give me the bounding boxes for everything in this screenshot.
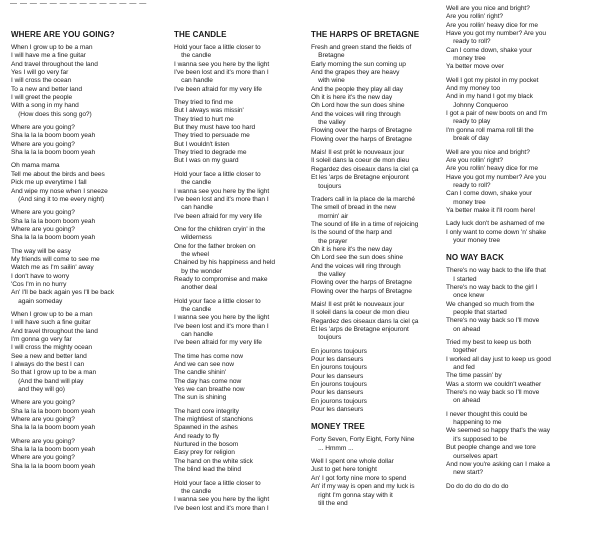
lyric-line: The hand on the white stick <box>174 457 253 465</box>
verse <box>174 353 312 403</box>
lyric-line: Ready to compromise and make <box>174 275 268 283</box>
lyric-line: Where are you going? <box>11 140 75 148</box>
lyric-line: And my money too <box>446 85 501 93</box>
lyric-line: toujours <box>311 334 342 342</box>
lyric-line: the candle <box>174 179 212 187</box>
lyric-line: The smell of bread in the new <box>311 204 397 212</box>
lyric-line: it's supposed to be <box>446 435 507 443</box>
lyric-line: Hold your face a little closer to <box>174 44 261 51</box>
lyric-line: 'Cos I'm in no hurry <box>11 280 67 288</box>
lyric-line: on ahead <box>446 325 481 333</box>
lyric-line: The candle shinin' <box>174 369 227 377</box>
lyric-line: I'm gonna roll mama roll till the <box>446 126 534 134</box>
lyric-line: I wanna see you here by the light <box>174 187 270 195</box>
lyric-line: Are you rollin' heavy dice for me <box>446 21 538 29</box>
lyric-line: the valley <box>311 119 346 127</box>
song-title: MONEY TREE <box>311 422 365 432</box>
lyric-line: Are you rollin' right? <box>446 13 503 21</box>
lyric-line: I've been lost and it's more than I <box>174 504 269 512</box>
lyric-line: Oh it is here it's the new day <box>311 245 393 253</box>
verse <box>174 99 312 166</box>
lyric-line: The mightiest of stanchions <box>174 416 253 424</box>
lyric-line: Fresh and green stand the fields of <box>311 44 412 51</box>
verse <box>11 248 149 306</box>
lyric-line: My friends will come to see me <box>11 255 100 263</box>
lyric-line: Ya better make it I'll room here! <box>446 206 536 214</box>
lyric-line: Well I spent one whole dollar <box>311 458 394 466</box>
lyric-line: Do do do do do do do <box>446 482 509 490</box>
lyric-line: En jourons toujours <box>311 347 367 355</box>
lyric-line: can handle <box>174 331 213 338</box>
lyric-line: Sha la la la boom boom yeah <box>11 407 96 415</box>
lyric-line: When I grow up to be a man <box>11 310 93 318</box>
lyric-line: I always do the best I can <box>11 361 85 369</box>
lyric-line: Nurtured in the bosom <box>174 441 239 449</box>
lyrics-section <box>311 422 449 508</box>
lyric-line: And the people they play all day <box>311 85 403 93</box>
lyric-line: by the wonder <box>174 267 222 275</box>
lyric-line: again someday <box>11 297 63 305</box>
lyric-line: the valley <box>311 270 346 278</box>
lyric-line: And travel throughout the land <box>11 60 98 68</box>
lyric-line: I will greet the people <box>11 94 73 102</box>
lyric-line: I've been afraid for my very life <box>174 339 262 347</box>
lyric-line: Flowing over the harps of Bretagne <box>311 279 412 287</box>
lyric-line: Pour les danseurs <box>311 356 364 364</box>
lyric-line: En jourons toujours <box>311 381 367 389</box>
lyric-line: Where are you going? <box>11 437 75 445</box>
lyric-line: on ahead <box>446 397 481 405</box>
lyric-line: and fed <box>446 364 475 372</box>
lyric-line: I don't have to worry <box>11 272 70 280</box>
lyric-line: Sha la la la boom boom yeah <box>11 149 96 157</box>
lyric-line: Where are you going? <box>11 454 75 462</box>
lyric-line: people that started <box>446 309 507 316</box>
lyric-line: Forty Seven, Forty Eight, Forty Nine <box>311 436 415 444</box>
verse <box>11 44 149 119</box>
lyric-line: To a new and better land <box>11 85 83 93</box>
lyric-line: I wanna see you here by the light <box>174 496 270 504</box>
lyric-line: new start? <box>446 469 484 477</box>
lyric-line: There's no way back so I'll move <box>446 389 540 397</box>
lyric-line: There's no way back to the life that <box>446 267 546 275</box>
lyric-line: I've been lost and it's more than I <box>174 195 269 203</box>
lyric-line: Sha la la la boom boom yeah <box>11 446 96 454</box>
lyric-line: Flowing over the harps of Bretagne <box>311 287 412 295</box>
lyric-line: and they will go) <box>11 386 65 394</box>
lyric-line: And the grapes they are heavy <box>311 69 400 77</box>
verse <box>311 348 449 415</box>
lyric-line: Hold your face a little closer to <box>174 297 261 305</box>
lyric-line: Sha la la la boom boom yeah <box>11 217 96 225</box>
column-1 <box>11 30 149 476</box>
lyric-line: See a new and better land <box>11 352 87 360</box>
lyrics-section <box>446 253 596 491</box>
song-title: THE CANDLE <box>174 30 227 39</box>
lyric-line: I worked all day just to keep us good <box>446 355 551 363</box>
lyric-line: But people change and we tore <box>446 444 536 452</box>
lyric-line: ourselves apart <box>446 452 498 460</box>
lyric-line: (How does this song go?) <box>11 110 92 118</box>
lyrics-section <box>311 30 449 414</box>
lyric-line: happening to me <box>446 419 502 427</box>
column-3 <box>311 30 449 513</box>
lyric-line: The way will be easy <box>11 247 71 255</box>
lyric-line: ready to roll? <box>446 38 491 46</box>
verse <box>311 149 449 191</box>
lyric-line: the candle <box>174 52 212 60</box>
lyric-line: And ready to fly <box>174 432 220 440</box>
verse <box>174 226 312 293</box>
lyric-line: And travel throughout the land <box>11 327 98 335</box>
lyric-line: Johnny Conqueroo <box>446 101 509 109</box>
lyric-line: your money tree <box>446 236 501 244</box>
lyric-line: Where are you going? <box>11 399 75 407</box>
lyric-line: Flowing over the harps of Bretagne <box>311 127 412 135</box>
lyric-line: Sha la la la boom boom yeah <box>11 132 96 140</box>
lyric-line: wilderness <box>174 234 212 242</box>
lyric-line: The sun is shining <box>174 394 227 402</box>
lyric-line: So that I grow up to be a man <box>11 369 97 377</box>
lyric-line: They tried to hurt me <box>174 115 234 123</box>
lyrics-section <box>174 30 312 513</box>
lyric-line: I only want to come down 'n' shake <box>446 228 547 236</box>
lyric-line: Well I got my pistol in my pocket <box>446 76 539 84</box>
lyric-line: And now you're asking can I make a <box>446 460 551 468</box>
lyric-line: Is the sound of the harp and <box>311 229 392 237</box>
lyric-line: break of day <box>446 135 489 143</box>
lyric-line: Il soleil dans la coeur de mon dieu <box>311 157 409 165</box>
verse <box>11 209 149 242</box>
verse <box>446 220 596 245</box>
verse <box>311 196 449 296</box>
lyric-line: with wine <box>311 77 345 85</box>
lyric-line: Where are you going? <box>11 124 75 132</box>
lyric-line: The hard core integrity <box>174 407 239 415</box>
verse <box>446 5 596 72</box>
lyric-line: once knew <box>446 292 485 300</box>
lyric-line: Where are you going? <box>11 209 75 217</box>
lyric-line: Et les 'arps de Bretagne enjouront <box>311 326 409 333</box>
lyric-line: Are you rollin' heavy dice for me <box>446 165 538 173</box>
lyric-line: Well are you nice and bright? <box>446 5 530 12</box>
lyric-line: I started <box>446 275 477 283</box>
lyric-line: Yes we can breathe now <box>174 386 245 394</box>
lyric-line: An' I'll be back again yes I'll be back <box>11 289 114 297</box>
lyric-line: Are you rollin' right? <box>446 156 503 164</box>
lyric-line: money tree <box>446 198 486 206</box>
lyric-line: Tried my best to keep us both <box>446 339 532 347</box>
lyric-line: Sha la la la boom boom yeah <box>11 424 96 432</box>
lyric-line: I've been afraid for my very life <box>174 85 262 93</box>
lyric-line: right I'm gonna stay with it <box>311 491 393 499</box>
lyric-line: An' I got forty nine more to spend <box>311 474 407 482</box>
lyric-line: Can I come down, shake your <box>446 190 532 198</box>
lyric-line: Have you got my number? Are you <box>446 30 546 38</box>
lyric-line: can handle <box>174 77 213 85</box>
lyric-line: Sha la la la boom boom yeah <box>11 462 96 470</box>
lyric-line: (And sing it to me every night) <box>11 195 105 203</box>
lyric-line: Chained by his happiness and held <box>174 259 275 267</box>
lyric-line: Oh Lord see the sun does shine <box>311 254 403 262</box>
lyric-line: There's no way back so I'll move <box>446 317 540 325</box>
lyric-line: We changed so much from the <box>446 300 535 308</box>
verse <box>174 171 312 221</box>
verse <box>11 399 149 432</box>
lyric-line: Regardez des oiseaux dans la ciel ça <box>311 317 419 325</box>
lyric-line: But I wouldn't listen <box>174 140 230 148</box>
lyric-line: Ya better move over <box>446 63 504 71</box>
lyric-line: I never thought this could be <box>446 410 528 418</box>
lyric-line: till the end <box>311 499 348 507</box>
lyric-line: An' if my way is open and my luck is <box>311 483 415 491</box>
lyric-line: I've been lost and it's more than I <box>174 69 269 77</box>
lyric-line: Where are you going? <box>11 416 75 424</box>
lyric-line: En jourons toujours <box>311 397 367 405</box>
lyric-line: Easy prey for religion <box>174 449 235 457</box>
lyric-line: Mais! Il est prêt le nouveaux jour <box>311 149 405 157</box>
lyric-line: mornin' air <box>311 212 349 220</box>
lyric-line: Et les 'arps de Bretagne enjouront <box>311 174 409 182</box>
lyric-line: the candle <box>174 305 212 313</box>
lyric-line: I will have such a fine guitar <box>11 319 91 327</box>
lyric-line: And the voices will ring through <box>311 110 401 118</box>
lyric-line: One for the children cryin' in the <box>174 225 266 233</box>
lyric-line: The sound of life in a time of rejoicing <box>311 220 419 228</box>
lyric-line: They tried to degrade me <box>174 149 247 157</box>
lyric-line: Oh it is here it's the new day <box>311 94 393 102</box>
song-title: WHERE ARE YOU GOING? <box>11 30 115 39</box>
verse <box>311 301 449 343</box>
lyric-line: Pour les danseurs <box>311 372 364 380</box>
lyric-line: They tried to persuade me <box>174 132 250 140</box>
lyric-line: the wheel <box>174 250 209 258</box>
lyric-line: Pour les danseurs <box>311 406 364 414</box>
lyric-line: But I always was missin' <box>174 107 244 115</box>
lyric-line: I got a pair of new boots on and I'm <box>446 110 547 118</box>
verse <box>11 311 149 394</box>
lyric-line: I wanna see you here by the light <box>174 60 270 68</box>
column-4 <box>446 5 596 496</box>
lyric-line: I wanna see you here by the light <box>174 314 270 322</box>
lyric-line: can handle <box>174 204 213 212</box>
lyric-line: Pick me up everytime I fall <box>11 179 87 187</box>
lyric-line: Lady luck don't be ashamed of me <box>446 220 545 228</box>
lyric-line: Tell me about the birds and bees <box>11 170 105 178</box>
lyric-line: Bretagne <box>311 52 345 60</box>
lyric-line: Traders call in la place de la marché <box>311 195 415 203</box>
lyric-line: Just to get here tonight <box>311 466 377 474</box>
lyric-line: another deal <box>174 284 218 292</box>
lyric-line: Well are you nice and bright? <box>446 148 530 156</box>
lyric-line: Il soleil dans la coeur de mon dieu <box>311 309 409 317</box>
lyric-line: The time has come now <box>174 352 243 360</box>
lyric-line: And the voices will ring through <box>311 262 401 270</box>
lyric-line: Hold your face a little closer to <box>174 170 261 178</box>
lyric-line: Sha la la la boom boom yeah <box>11 234 96 242</box>
lyric-line: And wipe my nose when I sneeze <box>11 187 108 195</box>
verse <box>11 438 149 471</box>
lyric-line: Oh Lord how the sun does shine <box>311 102 405 110</box>
lyric-line: One for the father broken on <box>174 242 256 250</box>
lyric-line: But I was on my guard <box>174 157 239 165</box>
lyric-line: The blind lead the blind <box>174 466 241 474</box>
lyric-line: Where are you going? <box>11 225 75 233</box>
lyric-line: I've been lost and it's more than I <box>174 322 269 330</box>
verse <box>174 480 312 513</box>
lyric-line: Can I come down, shake your <box>446 46 532 54</box>
top-cut-text: — — — — — — — — — — — — — — <box>10 0 147 7</box>
lyric-line: They tried to find me <box>174 99 234 107</box>
verse <box>446 149 596 216</box>
lyric-line: I will cross the ocean <box>11 77 72 85</box>
lyric-line: (And the band will play <box>11 377 84 385</box>
lyric-line: And in my hand I got my black <box>446 93 533 101</box>
lyric-line: Regardez des oiseaux dans la ciel ça <box>311 165 419 173</box>
lyric-line: the prayer <box>311 237 348 245</box>
lyric-line: We seemed so happy that's the way <box>446 427 550 435</box>
lyric-line: Oh mama mama <box>11 162 60 170</box>
lyric-line: I will have me a fine guitar <box>11 52 86 60</box>
verse <box>446 411 596 478</box>
lyric-line: the candle <box>174 487 212 495</box>
lyric-line: Have you got my number? Are you <box>446 173 546 181</box>
song-title: NO WAY BACK <box>446 253 504 263</box>
verse <box>311 436 449 453</box>
lyric-line: The time passin' by <box>446 372 502 380</box>
verse <box>174 408 312 475</box>
lyric-line: Spawned in the ashes <box>174 424 238 432</box>
lyric-line: together <box>446 347 477 355</box>
lyric-line: ... Hmmm ... <box>311 444 354 452</box>
lyric-line: Was a storm we couldn't weather <box>446 380 542 388</box>
lyric-line: ready to roll? <box>446 181 491 189</box>
lyrics-section <box>446 5 596 245</box>
verse <box>174 44 312 94</box>
lyric-line: Watch me as I'm sailin' away <box>11 264 94 272</box>
lyric-line: There's no way back to the girl I <box>446 283 538 291</box>
lyric-line: And we can see now <box>174 361 234 369</box>
lyric-line: With a song in my hand <box>11 102 79 110</box>
verse <box>11 124 149 157</box>
lyric-line: Hold your face a little closer to <box>174 479 261 487</box>
lyric-line: ready to play <box>446 118 491 126</box>
column-2 <box>174 30 312 518</box>
verse <box>11 162 149 204</box>
lyric-line: The day has come now <box>174 377 242 385</box>
verse <box>446 339 596 406</box>
verse <box>446 483 596 491</box>
lyric-line: Flowing over the harps of Bretagne <box>311 135 412 143</box>
lyric-line: En jourons toujours <box>311 364 367 372</box>
lyric-line: But they must have too hard <box>174 124 256 132</box>
lyric-line: toujours <box>311 182 342 190</box>
song-title: THE HARPS OF BRETAGNE <box>311 30 420 39</box>
verse <box>311 458 449 508</box>
lyric-line: Early morning the sun coming up <box>311 60 406 68</box>
verse <box>311 44 449 144</box>
lyrics-section <box>11 30 149 471</box>
lyric-line: I've been afraid for my very life <box>174 212 262 220</box>
lyric-line: Pour les danseurs <box>311 389 364 397</box>
verse <box>446 267 596 334</box>
verse <box>174 298 312 348</box>
verse <box>446 77 596 144</box>
lyric-line: When I grow up to be a man <box>11 44 93 51</box>
lyric-line: I'm gonna go very far <box>11 336 72 343</box>
lyric-line: Mais! Il est prêt le nouveaux jour <box>311 300 405 308</box>
lyric-line: I will cross the mighty ocean <box>11 344 93 352</box>
lyric-line: Yes I will go very far <box>11 69 69 77</box>
lyric-line: money tree <box>446 55 486 63</box>
